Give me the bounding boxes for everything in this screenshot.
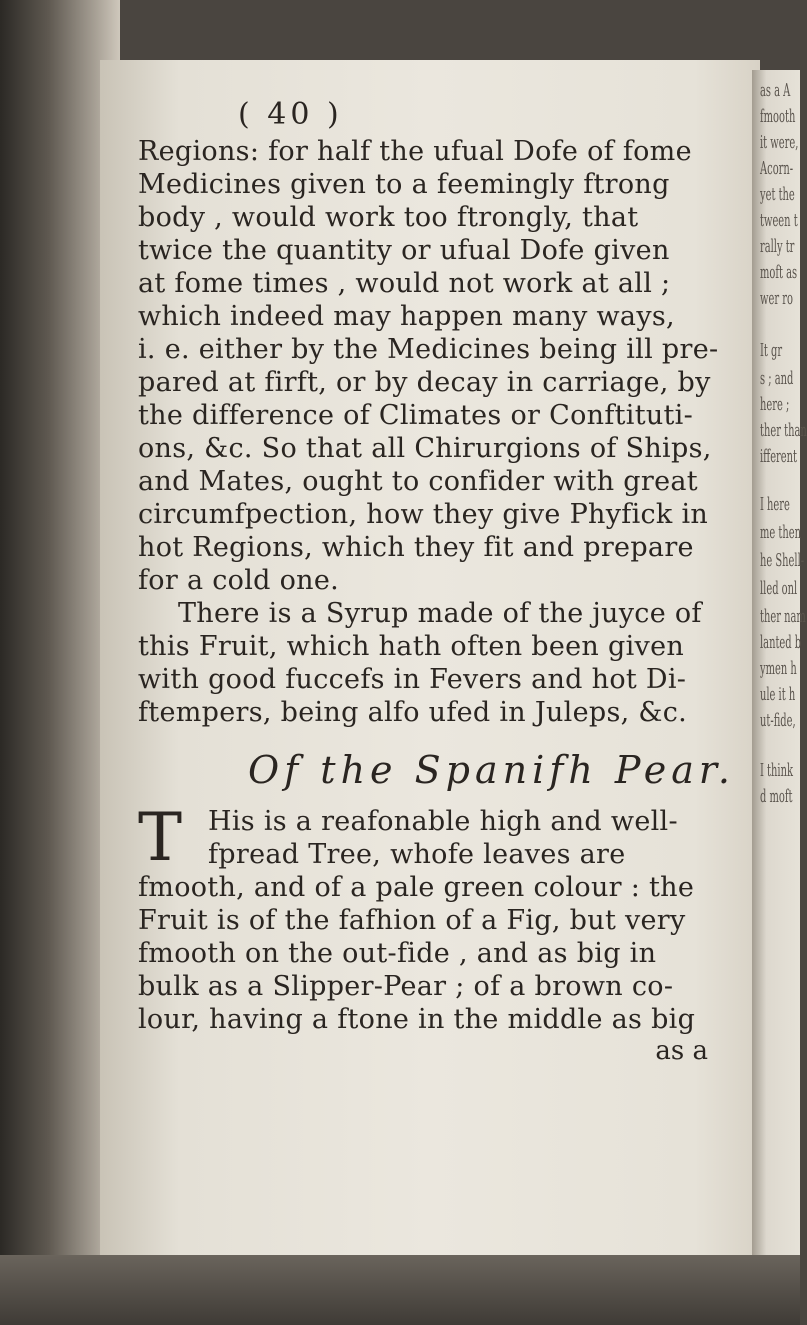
text-line: and Mates, ought to confider with great — [138, 466, 698, 497]
section-heading: Of the Spanifh Pear. — [248, 748, 735, 792]
next-page-fragment: lled onl — [760, 578, 798, 599]
next-page-fragment: s ; and — [760, 368, 794, 389]
text-line: for a cold one. — [138, 565, 340, 596]
next-page-fragment: ther than — [760, 420, 807, 441]
text-line: fpread Tree, whofe leaves are — [208, 839, 626, 870]
next-page-fragment: fmooth — [760, 106, 796, 127]
catchword: as a — [655, 1036, 708, 1066]
text-line: Regions: for half the ufual Dofe of fome — [138, 136, 692, 167]
text-line: body , would work too ftrongly, that — [138, 202, 639, 233]
next-page-fragment: he Shell- — [760, 550, 805, 571]
next-page-fragment: as a A — [760, 80, 791, 101]
next-page-fragment: here ; — [760, 394, 790, 415]
text-line: this Fruit, which hath often been given — [138, 631, 685, 662]
page-text — [138, 95, 738, 1066]
text-line: Fruit is of the fafhion of a Fig, but very — [138, 905, 686, 936]
text-line: which indeed may happen many ways, — [138, 301, 675, 332]
text-line: with good fuccefs in Fevers and hot Di- — [138, 664, 687, 695]
text-line: His is a reafonable high and well- — [208, 806, 678, 837]
text-line: There is a Syrup made of the juyce of — [178, 598, 702, 629]
text-line: Medicines given to a feemingly ftrong — [138, 169, 670, 200]
next-page-fragment: tween t — [760, 210, 798, 231]
next-page-fragment: I here — [760, 494, 790, 515]
paragraph-3 — [138, 799, 738, 1036]
next-page-fragment: ymen h — [760, 658, 797, 679]
drop-cap: T — [138, 799, 183, 876]
text-line: i. e. either by the Medicines being ill pre- — [138, 334, 719, 365]
next-page-fragment: rally tr — [760, 236, 795, 257]
text-line: ftempers, being alfo ufed in Juleps, &c. — [138, 697, 688, 728]
text-line: fmooth, and of a pale green colour : the — [138, 872, 695, 903]
next-page-fragment: yet the — [760, 184, 795, 205]
page-number: ( 40 ) — [238, 97, 343, 132]
next-page-fragment: I think — [760, 760, 793, 781]
text-line: lour, having a ftone in the middle as big — [138, 1004, 696, 1035]
text-line: the difference of Climates or Conftituti- — [138, 400, 694, 431]
next-page-fragment: ther nam — [760, 606, 806, 627]
text-line: bulk as a Slipper-Pear ; of a brown co- — [138, 971, 674, 1002]
text-line: ons, &c. So that all Chirurgions of Ships, — [138, 433, 712, 464]
next-page-fragment: It gr — [760, 340, 783, 361]
text-line: pared at firft, or by decay in carriage, by — [138, 367, 711, 398]
text-line: circumfpection, how they give Phyfick in — [138, 499, 709, 530]
text-line: at fome times , would not work at all ; — [138, 268, 671, 299]
text-line: twice the quantity or ufual Dofe given — [138, 235, 670, 266]
paragraph-1 — [138, 135, 738, 597]
next-page-edge — [752, 70, 807, 1270]
paragraph-2 — [138, 597, 738, 729]
text-line: hot Regions, which they fit and prepare — [138, 532, 694, 563]
next-page-fragment: moft as — [760, 262, 798, 283]
next-page-fragment: d moft — [760, 786, 793, 807]
text-line: fmooth on the out-fide , and as big in — [138, 938, 657, 969]
page-bottom-shadow — [0, 1255, 800, 1325]
next-page-fragment: ut-fide, — [760, 710, 796, 731]
next-page-fragment: lanted b — [760, 632, 802, 653]
next-page-fragment: wer ro — [760, 288, 793, 309]
next-page-fragment: it were, — [760, 132, 799, 153]
next-page-fragment: Acorn- — [760, 158, 794, 179]
next-page-fragment: ifferent — [760, 446, 798, 467]
next-page-fragment: me then — [760, 522, 801, 543]
next-page-fragment: ule it h — [760, 684, 796, 705]
